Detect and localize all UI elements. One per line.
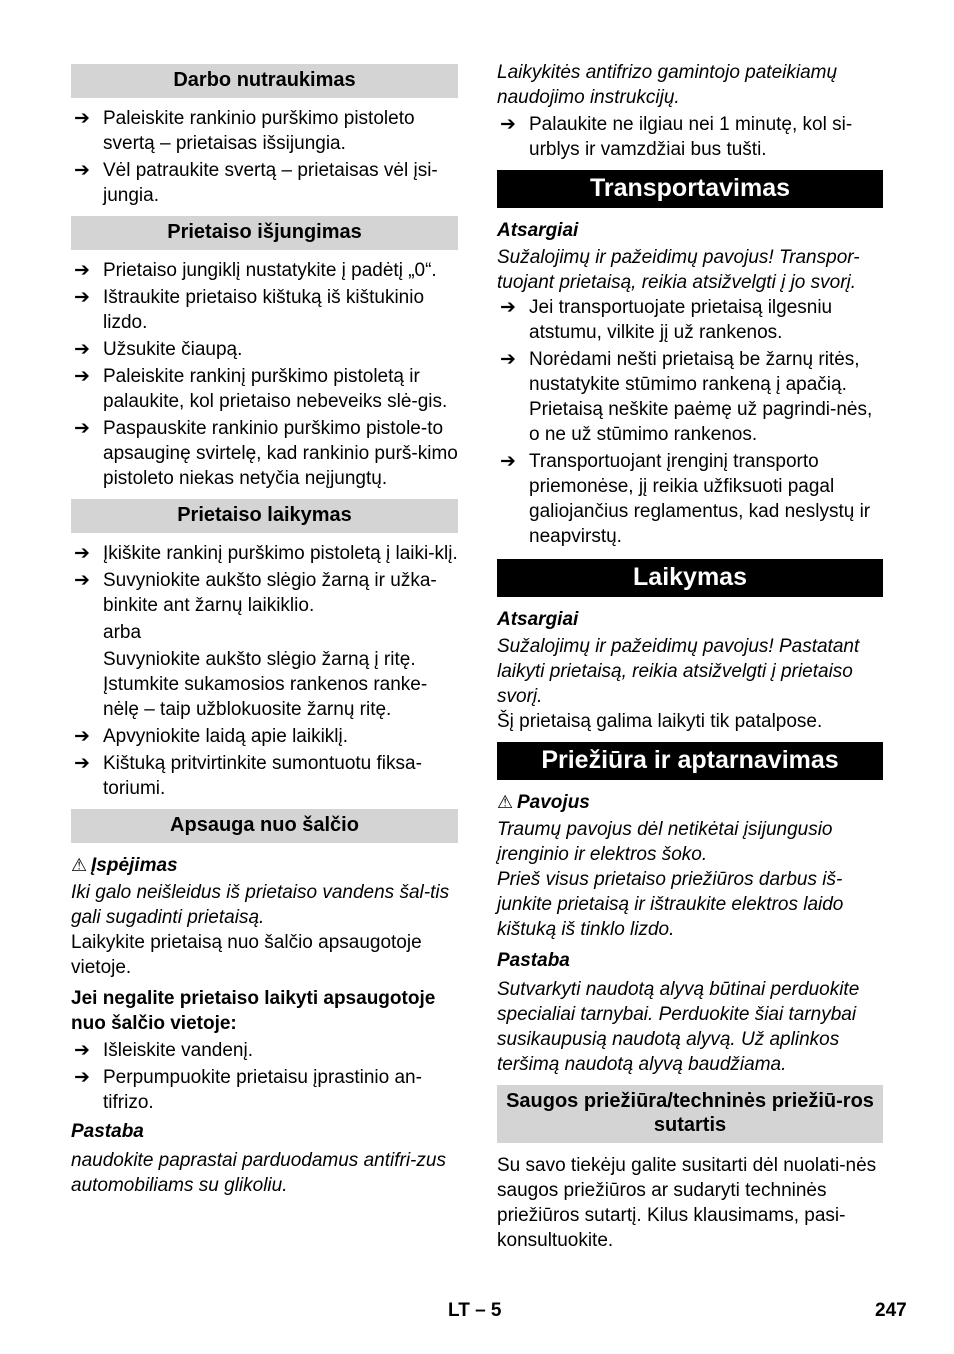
list-item: ➔ Užsukite čiaupą. [74,339,243,360]
arrow-right-icon: ➔ [500,297,516,318]
danger-text: Traumų pavojus dėl netikėtai įsijungusio įrenginio ir elektros šoko. [497,819,833,865]
warning-text: Iki galo neišleidus iš prietaiso vandens šal-tis gali sugadinti prietaisą. [71,882,450,928]
footer-page-number: 247 [875,1300,907,1321]
arrow-right-icon: ➔ [74,260,90,281]
list-item: ➔ Jei transportuojate prietaisą ilgesniu atstumu, vilkite jį už rankenos. [500,297,833,343]
arrow-right-icon: ➔ [74,160,90,181]
arrow-right-icon: ➔ [74,1040,90,1061]
heading-saugos-prieziura: Saugos priežiūra/techninės priežiū-ros sutartis [497,1085,883,1143]
bold-paragraph: Jei negalite prietaiso laikyti apsaugotoje nuo šalčio vietoje: [71,988,436,1034]
warning-title: ⚠ Įspėjimas [71,855,178,876]
list-item: ➔ Įkiškite rankinį purškimo pistoletą į laiki-klį. [74,543,458,564]
caution-text: Sužalojimų ir pažeidimų pavojus! Pastatant laikyti prietaisą, reikia atsižvelgti į prietaiso svorį. [497,636,860,707]
warning-triangle-icon: ⚠ [497,792,514,812]
list-item: ➔ Kištuką pritvirtinkite sumontuotu fiksa-toriumi. [74,753,422,799]
note-text: Sutvarkyti naudotą alyvą būtinai perduokite specialiai tarnybai. Perduokite šiai tarnybai susikaupusią naudotą alyvą. Už aplinkos teršimą naudotą alyvą baudžiama. [497,979,860,1075]
list-item: ➔ Paleiskite rankinio purškimo pistoleto svertą – prietaisas išsijungia. [74,108,415,154]
arrow-right-icon: ➔ [74,726,90,747]
intro-italic-text: Laikykitės antifrizo gamintojo pateikiamų naudojimo instrukcijų. [497,62,838,108]
heading-prietaiso-isjungimas: Prietaiso išjungimas [71,216,458,250]
list-item: ➔ Ištraukite prietaiso kištuką iš kištukinio lizdo. [74,287,425,333]
arrow-right-icon: ➔ [74,753,90,774]
list-item: ➔ Paleiskite rankinį purškimo pistoletą ir palaukite, kol prietaiso nebeveiks slė-gis. [74,366,448,412]
list-item: ➔ Paspauskite rankinio purškimo pistole-to apsauginę svirtelę, kad rankinio purš-kimo pistoleto niekas netyčia neįjungtų. [74,418,458,489]
paragraph: Laikykite prietaisą nuo šalčio apsaugotoje vietoje. [71,932,422,978]
list-item: ➔ Prietaiso jungiklį nustatykite į padėtį „0“. [74,260,437,281]
note-text: naudokite paprastai parduodamus antifri-zus automobiliams su glikoliu. [71,1150,446,1196]
list-item: ➔ Perpumpuokite prietaisu įprastinio an-tifrizo. [74,1067,422,1113]
caution-title: Atsargiai [497,609,579,630]
danger-title: ⚠ Pavojus [497,792,590,813]
arrow-right-icon: ➔ [74,339,90,360]
arrow-right-icon: ➔ [74,543,90,564]
caution-text: Sužalojimų ir pažeidimų pavojus! Transpor-tuojant prietaisą, reikia atsižvelgti į jo svorį. [497,247,860,293]
arrow-right-icon: ➔ [74,418,90,439]
list-item: ➔ Apvyniokite laidą apie laikiklį. [74,726,349,747]
arrow-right-icon: ➔ [74,366,90,387]
footer-language-page: LT – 5 [448,1300,502,1321]
list-item: ➔ Vėl patraukite svertą – prietaisas vėl įsi-jungia. [74,160,438,206]
or-text: arba [103,622,142,643]
paragraph: Šį prietaisą galima laikyti tik patalpose. [497,711,823,732]
arrow-right-icon: ➔ [74,108,90,129]
list-item: ➔ Suvyniokite aukšto slėgio žarną ir užka-binkite ant žarnų laikiklio. [74,570,437,616]
list-item: ➔ Išleiskite vandenį. [74,1040,253,1061]
note-title: Pastaba [497,950,570,971]
arrow-right-icon: ➔ [500,451,516,472]
danger-text: Prieš visus prietaiso priežiūros darbus iš-junkite prietaisą ir ištraukite elektros laido kištuką iš tinklo lizdo. [497,869,844,940]
paragraph: Su savo tiekėju galite susitarti dėl nuolati-nės saugos priežiūros ar sudaryti techninės priežiūros sutartį. Kilus klausimams, pasi-konsultuokite. [497,1155,877,1251]
note-title: Pastaba [71,1121,144,1142]
heading-prieziura: Priežiūra ir aptarnavimas [497,742,883,780]
alternative-text: Suvyniokite aukšto slėgio žarną į ritę. Įstumkite sukamosios rankenos ranke-nėlę – taip užblokuosite žarnų ritę. [103,649,428,720]
arrow-right-icon: ➔ [500,114,516,135]
warning-triangle-icon: ⚠ [71,855,88,875]
arrow-right-icon: ➔ [74,570,90,591]
right-column [497,60,883,1253]
heading-apsauga-nuo-salcio: Apsauga nuo šalčio [71,809,458,843]
heading-transportavimas: Transportavimas [497,170,883,208]
heading-prietaiso-laikymas: Prietaiso laikymas [71,499,458,533]
arrow-right-icon: ➔ [74,1067,90,1088]
heading-laikymas: Laikymas [497,559,883,597]
caution-title: Atsargiai [497,220,579,241]
left-column [71,60,458,1198]
arrow-right-icon: ➔ [500,349,516,370]
list-item: ➔ Transportuojant įrenginį transporto priemonėse, jį reikia užfiksuoti pagal galiojančius reglamentus, kad neslystų ir neapvirstų. [500,451,871,547]
list-item: ➔ Norėdami nešti prietaisą be žarnų ritės, nustatykite stūmimo rankeną į apačią. Prietaisą neškite paėmę už pagrindi-nės, o ne už stūmimo rankenos. [500,349,873,445]
arrow-right-icon: ➔ [74,287,90,308]
list-item: ➔ Palaukite ne ilgiau nei 1 minutę, kol si-urblys ir vamzdžiai bus tušti. [500,114,853,160]
heading-darbo-nutraukimas: Darbo nutraukimas [71,64,458,98]
